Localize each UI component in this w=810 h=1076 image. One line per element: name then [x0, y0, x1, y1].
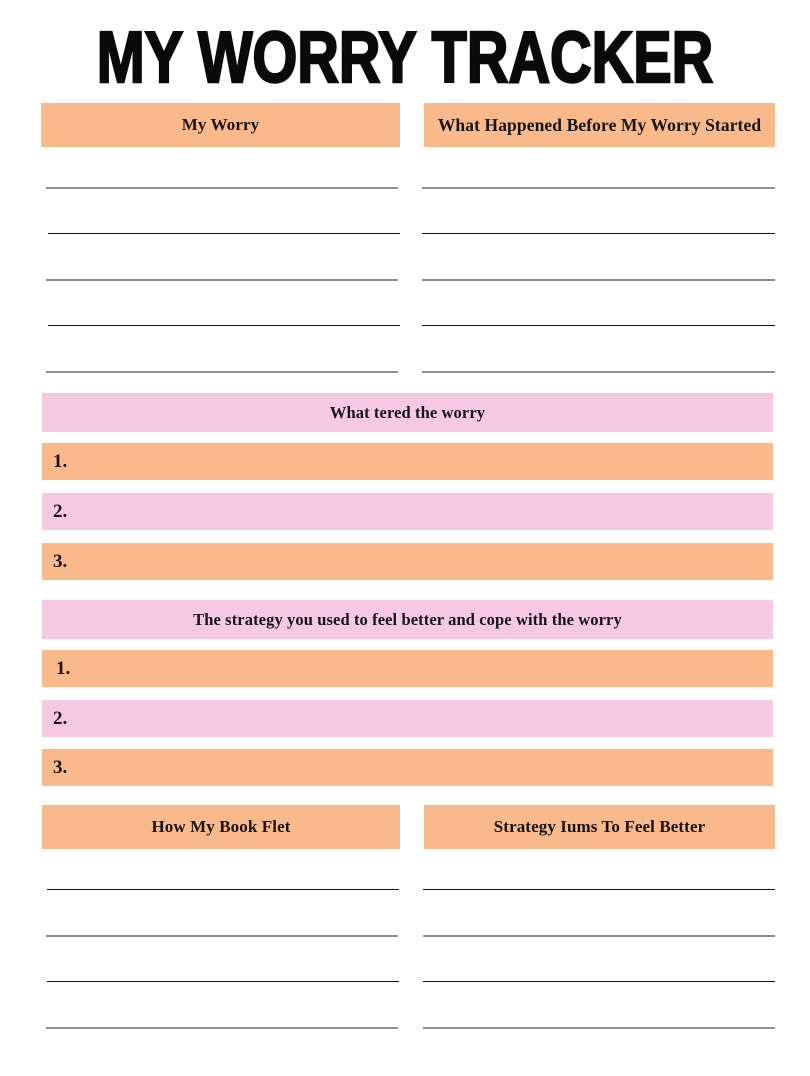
trigger-row-3-number: 3.	[53, 551, 68, 572]
strategy-row-2[interactable]	[42, 700, 773, 737]
header-what-happened-before-label: What Happened Before My Worry Started	[437, 114, 762, 135]
writing-line-strategy-iums-2[interactable]	[423, 935, 775, 937]
writing-line-what-happened-5[interactable]	[422, 371, 775, 373]
writing-line-what-happened-4[interactable]	[422, 325, 775, 326]
writing-line-strategy-iums-4[interactable]	[423, 1027, 775, 1029]
trigger-row-2-number: 2.	[53, 501, 68, 522]
trigger-row-3[interactable]	[42, 543, 773, 580]
header-how-my-book-flet	[42, 805, 400, 849]
header-what-triggered-the-worry-label: What tered the worry	[329, 402, 486, 422]
strategy-row-3[interactable]	[42, 749, 773, 786]
writing-line-what-happened-2[interactable]	[422, 233, 775, 234]
writing-line-book-flet-3[interactable]	[47, 981, 399, 982]
header-strategy-used-label: The strategy you used to feel better and cope with the worry	[193, 609, 622, 629]
header-my-worry	[41, 103, 400, 147]
header-what-happened-before	[424, 103, 775, 147]
strategy-row-3-number: 3.	[53, 757, 68, 778]
header-strategy-iums-to-feel-better-label: Strategy Iums To Feel Better	[493, 817, 706, 836]
writing-line-book-flet-1[interactable]	[47, 889, 399, 890]
writing-line-what-happened-1[interactable]	[422, 187, 775, 189]
writing-line-my-worry-3[interactable]	[46, 279, 398, 281]
writing-line-my-worry-1[interactable]	[46, 187, 398, 189]
strategy-row-1-number: 1.	[56, 658, 71, 679]
writing-line-my-worry-2[interactable]	[48, 233, 400, 234]
page-title: MY WORRY TRACKER	[96, 18, 714, 98]
writing-line-my-worry-5[interactable]	[46, 371, 398, 373]
writing-line-my-worry-4[interactable]	[48, 325, 400, 326]
writing-line-book-flet-4[interactable]	[46, 1027, 398, 1029]
header-what-triggered-the-worry	[42, 393, 773, 432]
header-strategy-used	[42, 600, 773, 639]
header-my-worry-label: My Worry	[181, 115, 260, 134]
header-strategy-iums-to-feel-better	[424, 805, 775, 849]
writing-line-strategy-iums-1[interactable]	[423, 889, 775, 890]
header-how-my-book-flet-label: How My Book Flet	[151, 817, 291, 836]
trigger-row-2[interactable]	[42, 493, 773, 530]
strategy-row-2-number: 2.	[53, 708, 68, 729]
writing-line-strategy-iums-3[interactable]	[423, 981, 775, 982]
writing-line-book-flet-2[interactable]	[46, 935, 398, 937]
trigger-row-1[interactable]	[42, 443, 773, 480]
strategy-row-1[interactable]	[42, 650, 773, 687]
trigger-row-1-number: 1.	[53, 451, 68, 472]
writing-line-what-happened-3[interactable]	[422, 279, 775, 281]
